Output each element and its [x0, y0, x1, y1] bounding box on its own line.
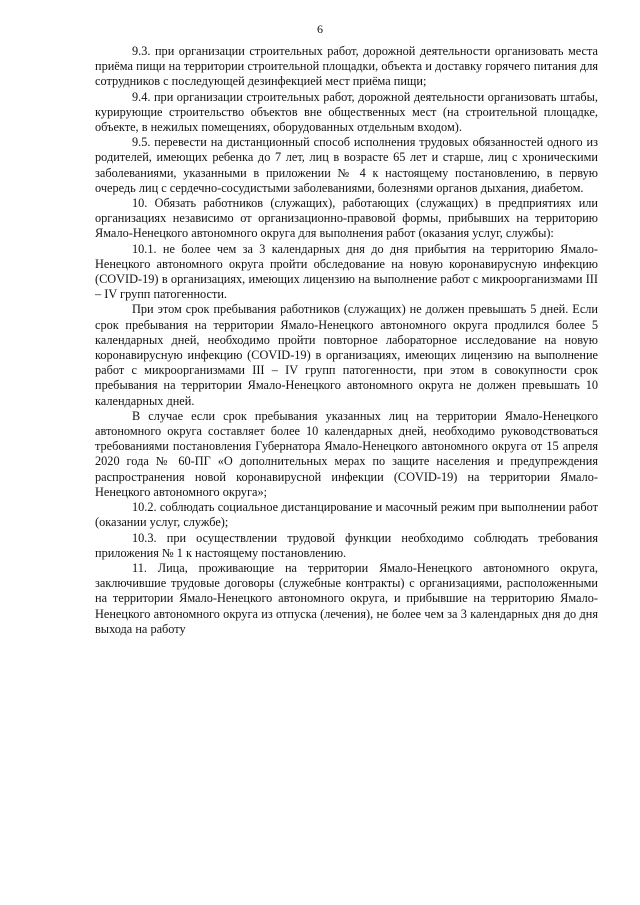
page-number: 6	[317, 22, 323, 36]
document-body	[95, 44, 598, 637]
paragraph-9-3: 9.3. при организации строительных работ, дорожной деятельности организовать места приёма пищи на территории строительной площадки, объекта и доставку горячего питания для сотрудников с последующей дезинфекцией мест приёма пищи;	[95, 44, 598, 89]
paragraph-11: 11. Лица, проживающие на территории Ямало-Ненецкого автономного округа, заключившие трудовые договоры (служебные контракты) с организациями, расположенными на территории Ямало-Ненецкого автономного округа, и прибывшие на территорию Ямало-Ненецкого автономного округа из отпуска (лечения), не более чем за 3 календарных дня до дня выхода на работу	[95, 560, 598, 636]
paragraph-10-3: 10.3. при осуществлении трудовой функции необходимо соблюдать требования приложения № 1 к настоящему постановлению.	[95, 530, 598, 560]
paragraph-10-2: 10.2. соблюдать социальное дистанцирование и масочный режим при выполнении работ (оказании услуг, службе);	[95, 500, 598, 530]
paragraph-stay-duration: При этом срок пребывания работников (служащих) не должен превышать 5 дней. Если срок пребывания на территории Ямало-Ненецкого автономного округа продлился более 5 календарных дней, необходимо пройти повторное лабораторное исследование на новую коронавирусную инфекцию (COVID-19) в организациях, имеющих лицензию на выполнение работ с микроорганизмами III – IV групп патогенности, при этом в совокупности срок пребывания на территории Ямало-Ненецкого автономного округа не должен превышать 10 календарных дней.	[95, 302, 598, 408]
paragraph-10: 10. Обязать работников (служащих), работающих (служащих) в предприятиях или организациях независимо от организационно-правовой формы, прибывших на территорию Ямало-Ненецкого автономного округа для выполнения работ (оказания услуг, службы):	[95, 196, 598, 241]
paragraph-stay-over-10-days: В случае если срок пребывания указанных лиц на территории Ямало-Ненецкого автономного округа составляет более 10 календарных дней, необходимо руководствоваться требованиями постановления Губернатора Ямало-Ненецкого автономного округа от 15 апреля 2020 года № 60-ПГ «О дополнительных мерах по защите населения и предупреждения распространения новой коронавирусной инфекции (COVID-19) на территории Ямало-Ненецкого автономного округа»;	[95, 408, 598, 499]
paragraph-10-1: 10.1. не более чем за 3 календарных дня до дня прибытия на территорию Ямало-Ненецкого автономного округа пройти обследование на новую коронавирусную инфекцию (COVID-19) в организациях, имеющих лицензию на выполнение работ с микроорганизмами III – IV групп патогенности.	[95, 241, 598, 302]
paragraph-9-5: 9.5. перевести на дистанционный способ исполнения трудовых обязанностей одного из родителей, имеющих ребенка до 7 лет, лиц в возрасте 65 лет и старше, лиц с хроническими заболеваниями, указанными в приложении № 4 к настоящему постановлению, в первую очередь лиц с сердечно-сосудистыми заболеваниями, болезнями органов дыхания, диабетом.	[95, 135, 598, 195]
paragraph-9-4: 9.4. при организации строительных работ, дорожной деятельности организовать штабы, курирующие строительство объектов вне общественных мест (на строительной площадке, объекте, в нежилых помещениях, оборудованных отдельным входом).	[95, 89, 598, 135]
